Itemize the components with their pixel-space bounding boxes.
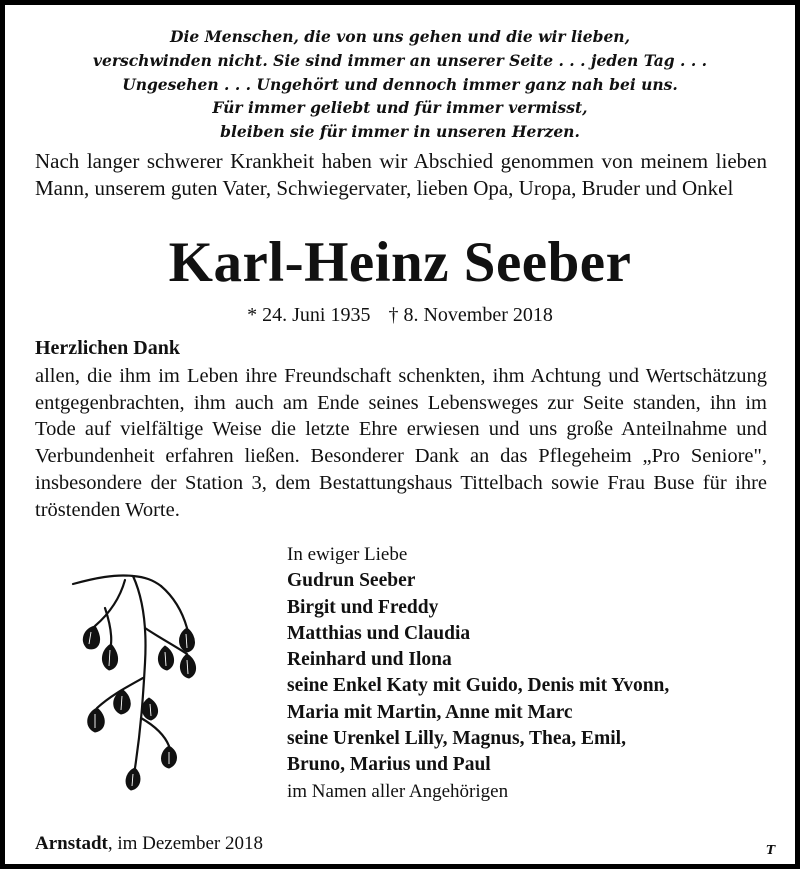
deceased-name: Karl-Heinz Seeber: [168, 231, 632, 294]
intro-text: Nach langer schwerer Krankheit haben wir Abschied genommen von meinem lieben Mann, unserem guten Vater, Schwiegervater, lieben Opa, Uropa, Bruder und Onkel: [35, 149, 767, 200]
family-signature: [287, 542, 669, 805]
family-name: Reinhard und Ilona: [287, 649, 452, 671]
poem-line: Die Menschen, die von uns gehen und die wir lieben,: [170, 27, 630, 46]
place-date: [35, 832, 263, 856]
family-opening: In ewiger Liebe: [287, 544, 408, 565]
life-dates: [5, 302, 795, 328]
poem-line: bleiben sie für immer in unseren Herzen.: [220, 122, 580, 142]
birth-date: * 24. Juni 1935: [247, 304, 371, 326]
family-name: seine Enkel Katy mit Guido, Denis mit Yvonn,: [287, 675, 670, 697]
poem-line: Für immer geliebt und für immer vermisst,: [212, 98, 588, 118]
date-text: , im Dezember 2018: [107, 833, 263, 854]
death-date: † 8. November 2018: [388, 304, 553, 326]
thanks-heading: Herzlichen Dank: [35, 337, 180, 359]
family-name: Gudrun Seeber: [287, 570, 416, 592]
leaf-branch-icon: [65, 568, 220, 798]
family-name: Matthias und Claudia: [287, 622, 471, 644]
place-name: Arnstadt: [35, 833, 108, 854]
corner-mark: T: [766, 843, 775, 857]
memorial-poem: [25, 25, 775, 144]
family-closing: im Namen aller Angehörigen: [287, 780, 509, 802]
poem-line: verschwinden nicht. Sie sind immer an unserer Seite . . . jeden Tag . . .: [92, 50, 708, 70]
thanks-text: allen, die ihm im Leben ihre Freundschaft schenkten, ihm Achtung und Wertschätzung entgegenbrachten, ihm auch am Ende seines Lebensweges zur Seite standen, ihn im Tode auf vielfältige Weise die letzte Ehre erwiesen und uns große Anteilnahme und Verbundenheit erfahren ließen. Besonderer Dank an das Pflegeheim „Pro Seniore", insbesondere der Station 3, dem Bestattungshaus Tittelbach sowie Frau Buse für ihre tröstenden Worte.: [35, 365, 767, 521]
poem-line: Ungesehen . . . Ungehört und dennoch immer ganz nah bei uns.: [122, 74, 678, 94]
family-name: Birgit und Freddy: [287, 596, 439, 618]
family-name: Bruno, Marius und Paul: [287, 754, 491, 776]
family-name: seine Urenkel Lilly, Magnus, Thea, Emil,: [287, 728, 626, 750]
family-name: Maria mit Martin, Anne mit Marc: [287, 701, 573, 723]
